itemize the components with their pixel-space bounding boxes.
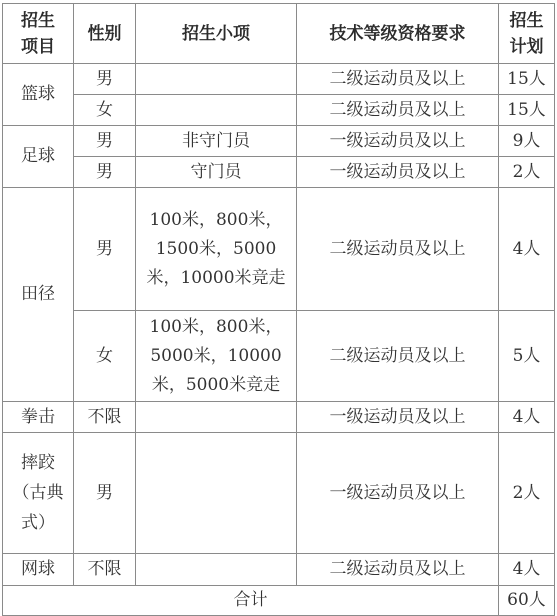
gender-cell: 女 — [74, 95, 136, 126]
gender-cell: 男 — [74, 64, 136, 95]
requirement-cell: 一级运动员及以上 — [297, 433, 499, 554]
requirement-cell: 一级运动员及以上 — [297, 402, 499, 433]
gender-cell: 男 — [74, 433, 136, 554]
gender-cell: 男 — [74, 126, 136, 157]
plan-cell: 9人 — [499, 126, 555, 157]
project-wrestling: 摔跤（古典式） — [3, 433, 74, 554]
plan-cell: 2人 — [499, 157, 555, 188]
table-row — [3, 188, 555, 311]
admission-table — [2, 3, 555, 616]
total-row — [3, 586, 555, 616]
header-plan: 招生 计划 — [499, 4, 555, 64]
project-boxing: 拳击 — [3, 402, 74, 433]
table-row — [3, 64, 555, 95]
project-football: 足球 — [3, 126, 74, 188]
table-row — [3, 311, 555, 402]
gender-cell: 男 — [74, 157, 136, 188]
subitem-cell: 100米，800米，1500米，5000米，10000米竞走 — [136, 188, 297, 311]
plan-cell: 4人 — [499, 188, 555, 311]
header-gender: 性别 — [74, 4, 136, 64]
requirement-cell: 一级运动员及以上 — [297, 126, 499, 157]
project-tennis: 网球 — [3, 554, 74, 586]
subitem-cell — [136, 95, 297, 126]
plan-cell: 15人 — [499, 64, 555, 95]
plan-cell: 15人 — [499, 95, 555, 126]
gender-cell: 不限 — [74, 402, 136, 433]
project-basketball: 篮球 — [3, 64, 74, 126]
plan-cell: 2人 — [499, 433, 555, 554]
subitem-cell: 守门员 — [136, 157, 297, 188]
plan-cell: 5人 — [499, 311, 555, 402]
header-subitem: 招生小项 — [136, 4, 297, 64]
table-row — [3, 126, 555, 157]
subitem-cell — [136, 554, 297, 586]
total-value: 60人 — [499, 586, 555, 616]
table-row — [3, 402, 555, 433]
requirement-cell: 二级运动员及以上 — [297, 95, 499, 126]
plan-cell: 4人 — [499, 402, 555, 433]
subitem-cell — [136, 402, 297, 433]
subitem-cell: 非守门员 — [136, 126, 297, 157]
requirement-cell: 二级运动员及以上 — [297, 554, 499, 586]
project-athletics: 田径 — [3, 188, 74, 402]
subitem-cell — [136, 64, 297, 95]
table-row — [3, 433, 555, 554]
table-row — [3, 554, 555, 586]
table-row — [3, 157, 555, 188]
subitem-cell: 100米，800米，5000米，10000米，5000米竞走 — [136, 311, 297, 402]
plan-cell: 4人 — [499, 554, 555, 586]
header-requirement: 技术等级资格要求 — [297, 4, 499, 64]
requirement-cell: 二级运动员及以上 — [297, 188, 499, 311]
subitem-cell — [136, 433, 297, 554]
requirement-cell: 二级运动员及以上 — [297, 64, 499, 95]
gender-cell: 不限 — [74, 554, 136, 586]
gender-cell: 男 — [74, 188, 136, 311]
table-row — [3, 95, 555, 126]
header-project: 招生 项目 — [3, 4, 74, 64]
requirement-cell: 一级运动员及以上 — [297, 157, 499, 188]
requirement-cell: 二级运动员及以上 — [297, 311, 499, 402]
header-row — [3, 4, 555, 64]
total-label: 合计 — [3, 586, 499, 616]
gender-cell: 女 — [74, 311, 136, 402]
